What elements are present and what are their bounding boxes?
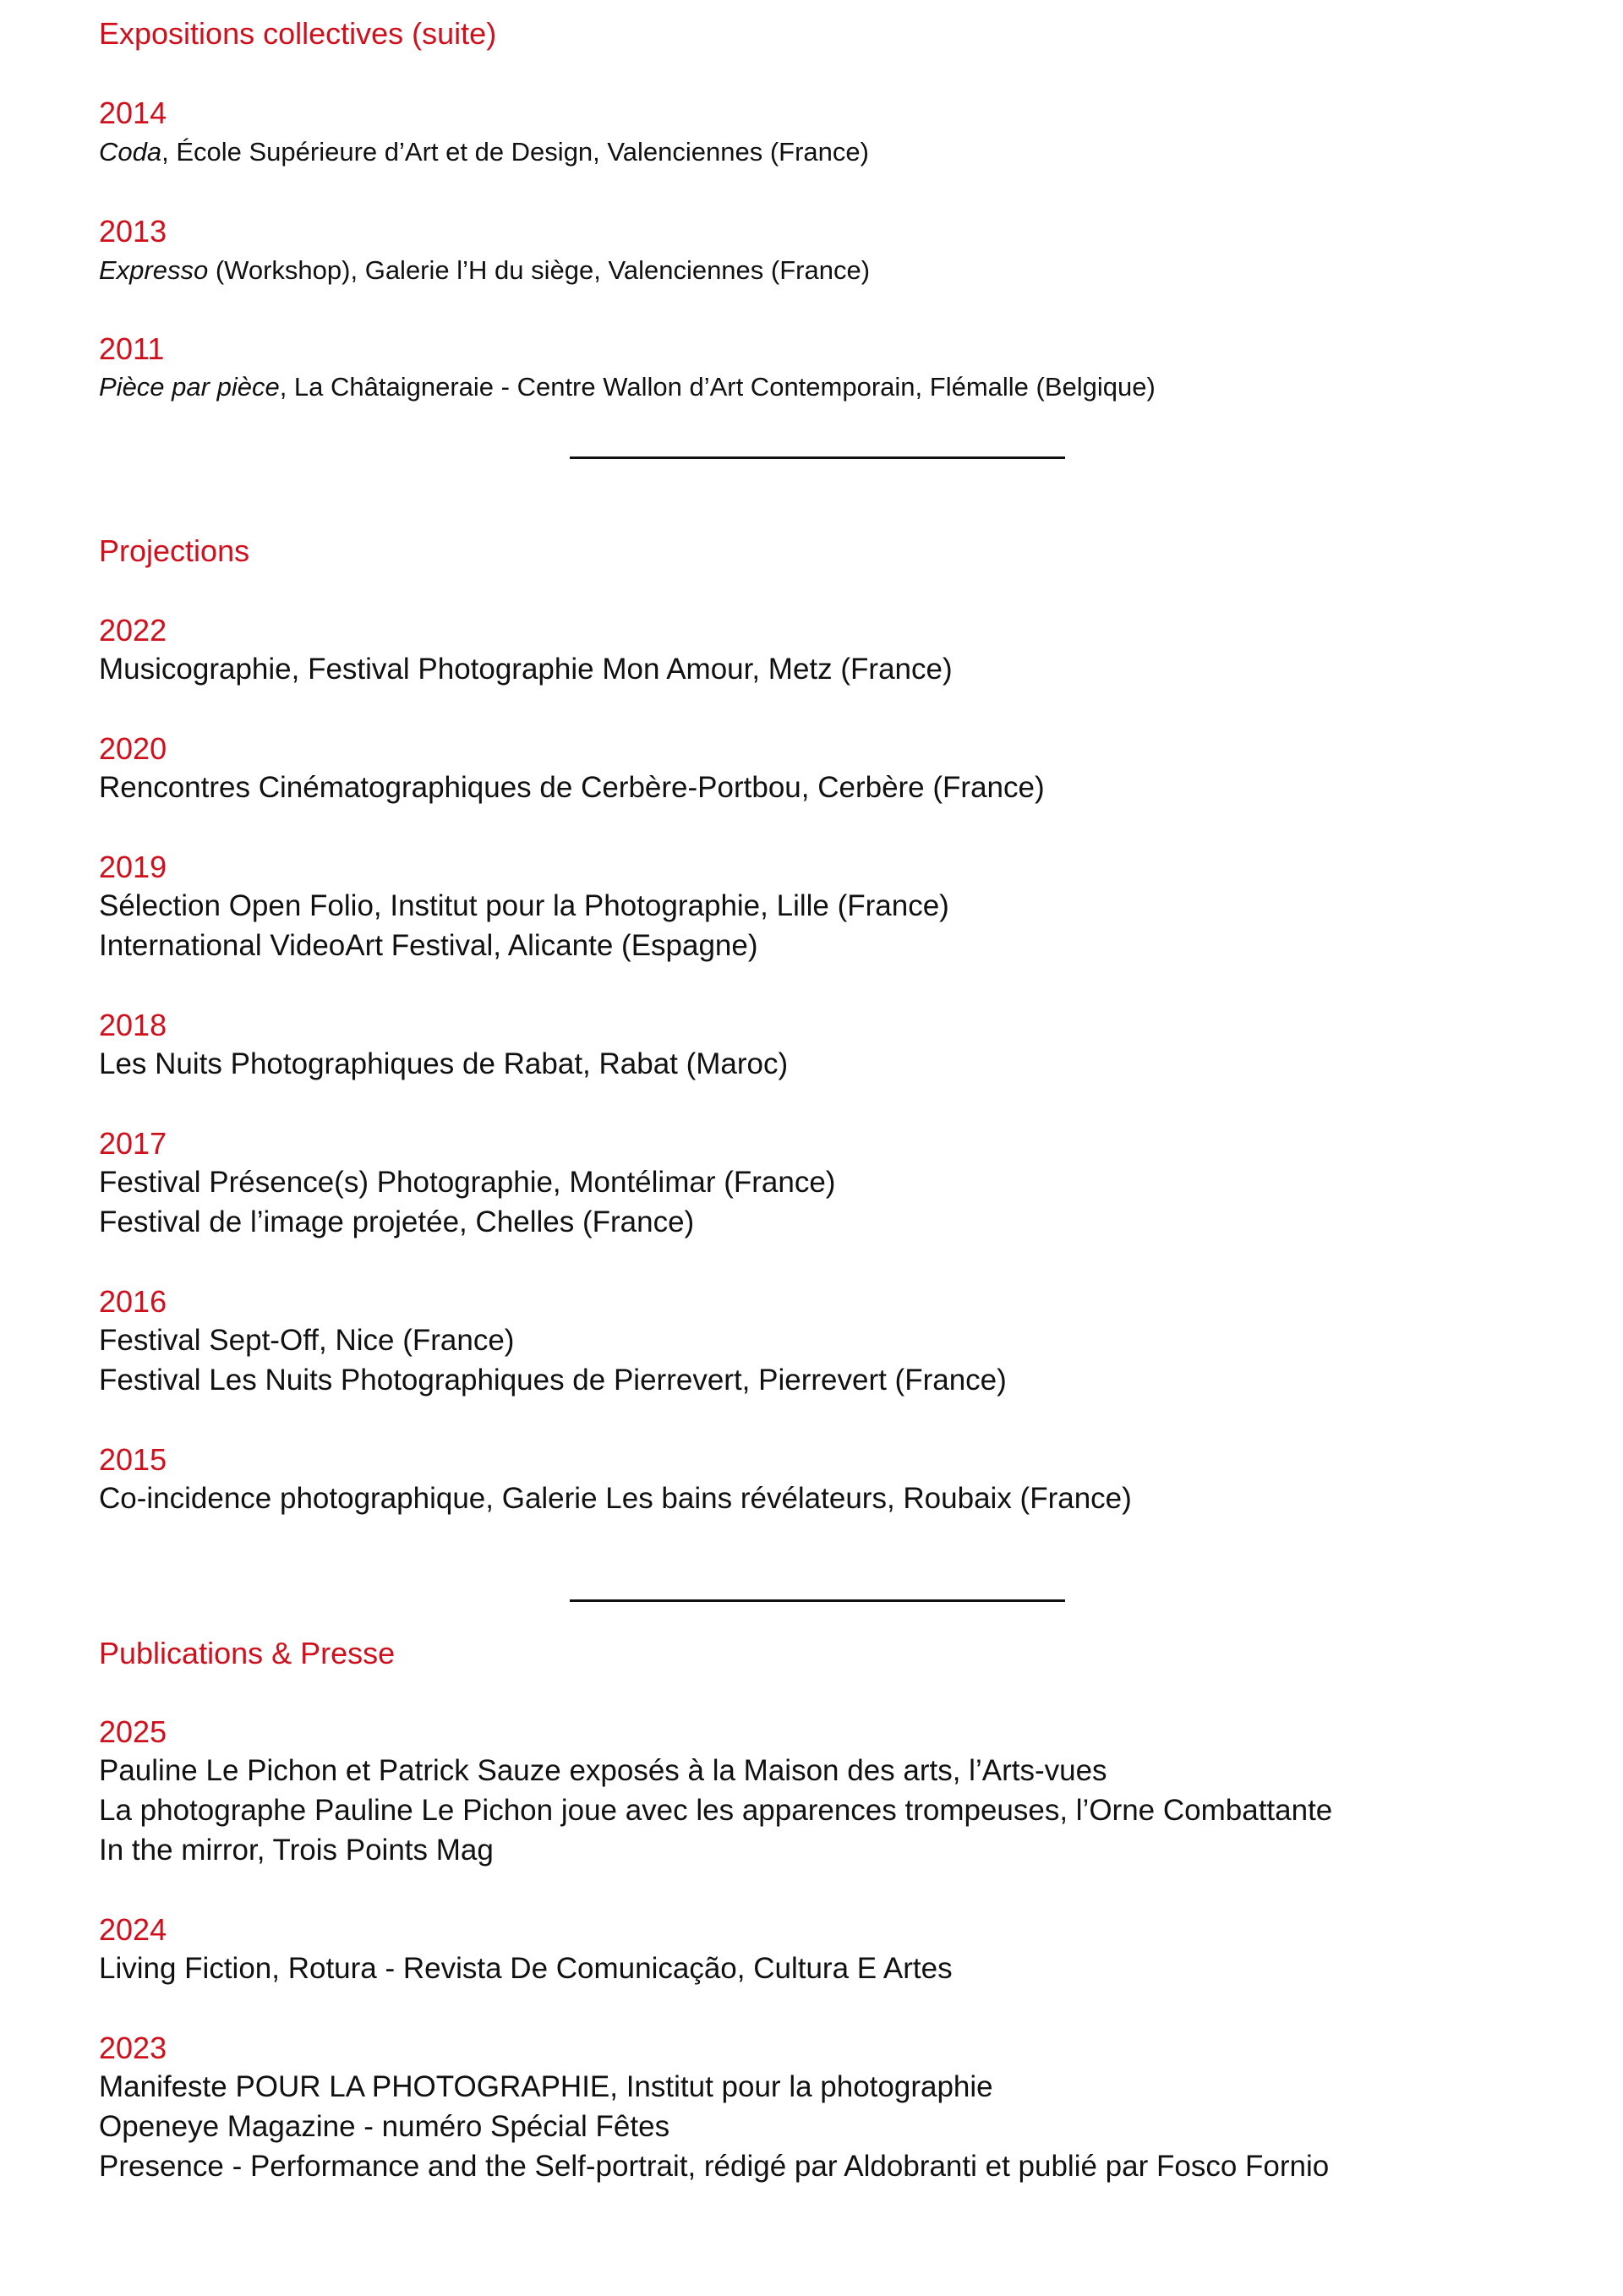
publication-year: 2024 <box>99 1912 167 1947</box>
expo-details: (Workshop), Galerie l’H du siège, Valenciennes (France) <box>208 255 871 285</box>
publication-line: Pauline Le Pichon et Patrick Sauze exposés à la Maison des arts, l’Arts-vues <box>99 1754 1107 1787</box>
projection-line: Festival de l’image projetée, Chelles (France) <box>99 1205 695 1238</box>
projection-line: Sélection Open Folio, Institut pour la Photographie, Lille (France) <box>99 889 949 922</box>
projection-year: 2022 <box>99 613 167 648</box>
publication-line: Manifeste POUR LA PHOTOGRAPHIE, Institut pour la photographie <box>99 2070 993 2103</box>
expo-entry <box>99 251 870 290</box>
projection-line: Co-incidence photographique, Galerie Les bains révélateurs, Roubaix (France) <box>99 1482 1132 1515</box>
expo-details: , La Châtaigneraie - Centre Wallon d’Art Contemporain, Flémalle (Belgique) <box>279 372 1156 402</box>
section-divider <box>570 1599 1065 1602</box>
projection-line: Rencontres Cinématographiques de Cerbère-Portbou, Cerbère (France) <box>99 771 1045 804</box>
publication-line: Openeye Magazine - numéro Spécial Fêtes <box>99 2110 670 2143</box>
publications-heading: Publications & Presse <box>99 1636 396 1670</box>
expositions-heading: Expositions collectives (suite) <box>99 16 497 51</box>
projection-year: 2017 <box>99 1126 167 1161</box>
expo-year: 2013 <box>99 214 167 249</box>
expo-title: Expresso <box>99 255 209 285</box>
section-divider <box>570 456 1065 459</box>
publication-line: La photographe Pauline Le Pichon joue avec les apparences trompeuses, l’Orne Combattante <box>99 1794 1333 1827</box>
expo-year: 2011 <box>99 331 165 366</box>
expo-title: Coda <box>99 137 162 167</box>
projection-line: Musicographie, Festival Photographie Mon Amour, Metz (France) <box>99 653 953 686</box>
publication-line: Presence - Performance and the Self-portrait, rédigé par Aldobranti et publié par Fosco Fornio <box>99 2150 1330 2183</box>
projection-line: Festival Les Nuits Photographiques de Pierrevert, Pierrevert (France) <box>99 1364 1007 1397</box>
projection-year: 2019 <box>99 850 167 884</box>
expo-details: , École Supérieure d’Art et de Design, Valenciennes (France) <box>161 137 869 167</box>
projections-heading: Projections <box>99 533 250 568</box>
projection-year: 2018 <box>99 1008 167 1042</box>
expo-entry <box>99 133 869 172</box>
publication-year: 2025 <box>99 1714 167 1749</box>
projection-year: 2015 <box>99 1442 167 1477</box>
expo-entry <box>99 368 1156 407</box>
projection-line: Les Nuits Photographiques de Rabat, Rabat (Maroc) <box>99 1047 789 1080</box>
projection-year: 2020 <box>99 731 167 766</box>
publication-line: In the mirror, Trois Points Mag <box>99 1834 494 1867</box>
projection-year: 2016 <box>99 1284 167 1319</box>
publication-year: 2023 <box>99 2031 167 2065</box>
publication-line: Living Fiction, Rotura - Revista De Comunicação, Cultura E Artes <box>99 1952 953 1985</box>
projection-line: Festival Sept-Off, Nice (France) <box>99 1324 515 1357</box>
expo-title: Pièce par pièce <box>99 372 280 402</box>
projection-line: Festival Présence(s) Photographie, Montélimar (France) <box>99 1166 836 1199</box>
projection-line: International VideoArt Festival, Alicante (Espagne) <box>99 929 758 962</box>
expo-year: 2014 <box>99 96 167 130</box>
